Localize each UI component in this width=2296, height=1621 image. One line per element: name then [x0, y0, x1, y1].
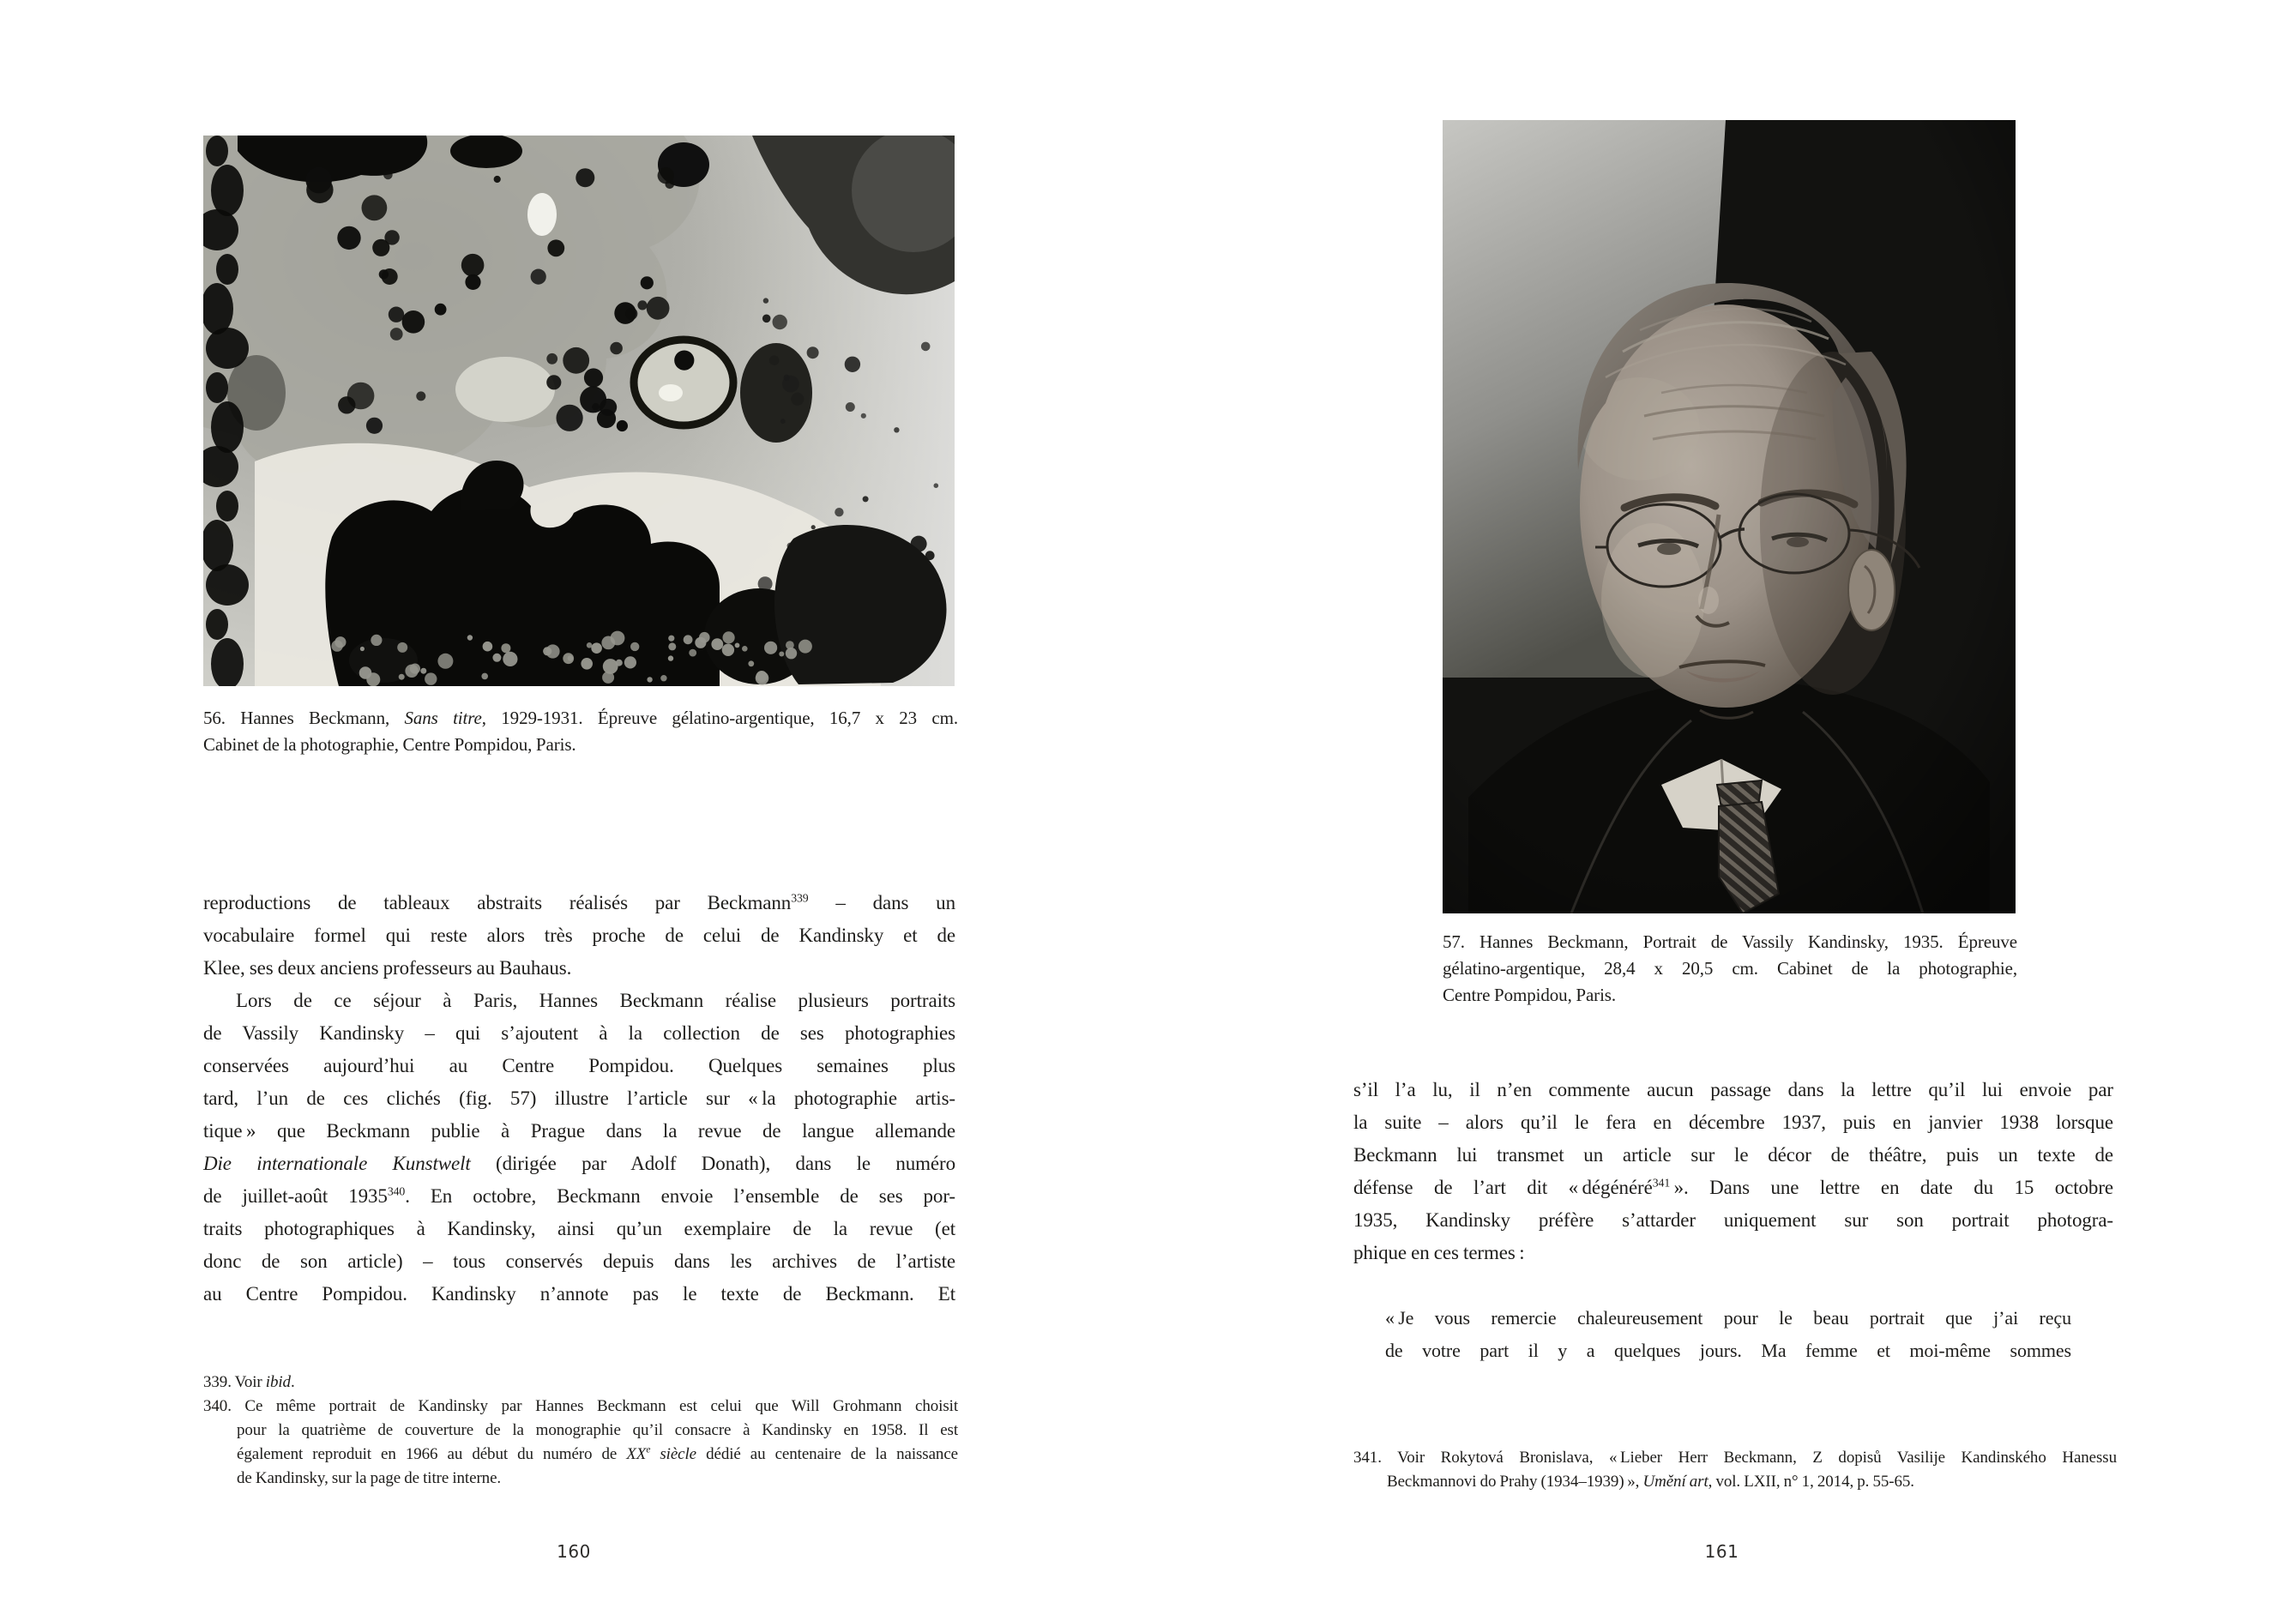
text-run: Beckmannovi do Prahy (1934–1939) », — [1387, 1473, 1643, 1491]
text-run: vocabulaire formel qui reste alors très proche de celui de Kandinsky et de — [203, 925, 955, 946]
text-line — [203, 1115, 955, 1148]
text-run: donc de son article) – tous conservés depuis dans les archives de l’artiste — [203, 1250, 955, 1272]
text-line — [1385, 1335, 2071, 1367]
text-line — [1353, 1204, 2113, 1237]
text-run: pour la quatrième de couverture de la monographie qu’il consacre à Kandinsky en 1958. Il est — [237, 1421, 958, 1439]
text-run: . — [290, 1373, 295, 1391]
text-run: la suite – alors qu’il le fera en décembre 1937, puis en janvier 1938 lorsque — [1353, 1112, 2113, 1133]
text-line — [1443, 982, 2017, 1009]
text-line — [1385, 1302, 2071, 1335]
photogram-blobs — [203, 136, 955, 686]
text-line — [1353, 1106, 2113, 1139]
text-run: ». Dans une lettre en date du 15 octobre — [1670, 1177, 2113, 1198]
text-run: s’il l’a lu, il n’en commente aucun passage dans la lettre qu’il lui envoie par — [1353, 1079, 2113, 1100]
text-run: 339. Voir — [203, 1373, 266, 1391]
text-line — [203, 919, 955, 952]
portrait-vignette — [1443, 120, 2016, 913]
left-body-text — [203, 887, 955, 1311]
text-run: – dans un — [808, 892, 955, 913]
text-run: défense de l’art dit « dégénéré — [1353, 1177, 1653, 1198]
text-line — [203, 1467, 958, 1491]
text-run: phique en ces termes : — [1353, 1242, 1525, 1263]
text-line — [203, 1443, 958, 1467]
text-run: de Vassily Kandinsky – qui s’ajoutent à la collection de ses photographies — [203, 1022, 955, 1044]
figure-57 — [1443, 120, 2016, 913]
text-run: e — [646, 1444, 651, 1455]
text-run: 56. Hannes Beckmann, — [203, 708, 405, 728]
text-run: Lors de ce séjour à Paris, Hannes Beckmann réalise plusieurs portraits — [236, 990, 955, 1011]
text-line — [203, 1180, 955, 1213]
text-line — [203, 1278, 955, 1311]
page-number-left: 160 — [557, 1541, 591, 1562]
figure-57-image — [1443, 120, 2016, 913]
text-line — [203, 1419, 958, 1443]
page-number-right: 161 — [1704, 1541, 1739, 1562]
text-run: Umění art — [1642, 1473, 1708, 1491]
text-line — [203, 1082, 955, 1115]
text-line — [203, 732, 958, 758]
text-line — [203, 1395, 958, 1419]
text-run: Sans titre — [404, 708, 482, 728]
text-line — [1353, 1074, 2113, 1106]
text-run: de Kandinsky, sur la page de titre interne. — [237, 1469, 502, 1487]
text-run: gélatino-argentique, 28,4 x 20,5 cm. Cabinet de la photographie, — [1443, 958, 2017, 979]
text-line — [203, 705, 958, 732]
text-line — [1353, 1237, 2113, 1269]
text-line — [203, 1148, 955, 1180]
text-line — [203, 952, 955, 985]
text-line — [203, 1213, 955, 1245]
text-line — [203, 887, 955, 919]
text-run: dédié au centenaire de la naissance — [696, 1445, 959, 1463]
text-run: Beckmann lui transmet un article sur le décor de théâtre, puis un texte de — [1353, 1144, 2113, 1166]
text-run: 1935, Kandinsky préfère s’attarder uniquement sur son portrait photogra- — [1353, 1209, 2113, 1231]
right-footnote — [1353, 1446, 2117, 1494]
text-run: 341 — [1652, 1176, 1671, 1190]
text-run: 57. Hannes Beckmann, Portrait de Vassily Kandinsky, 1935. Épreuve — [1443, 931, 2017, 952]
text-line — [203, 1050, 955, 1082]
text-run: , vol. LXII, n° 1, 2014, p. 55-65. — [1708, 1473, 1914, 1491]
text-run: traits photographiques à Kandinsky, ainsi qu’un exemplaire de la revue (et — [203, 1218, 955, 1239]
text-line — [1353, 1172, 2113, 1204]
kandinsky-letter-quote — [1385, 1302, 2071, 1367]
text-run: XX — [626, 1445, 647, 1463]
text-run: 340. Ce même portrait de Kandinsky par Hannes Beckmann est celui que Will Grohmann choisit — [203, 1397, 958, 1415]
text-run: . En octobre, Beckmann envoie l’ensemble de ses por- — [405, 1185, 955, 1207]
text-run: 340 — [387, 1184, 406, 1198]
text-line — [203, 1371, 958, 1395]
text-run: 341. Voir Rokytová Bronislava, « Lieber Herr Beckmann, Z dopisů Vasilije Kandinského Hanessu — [1353, 1449, 2117, 1467]
text-run: de juillet-août 1935 — [203, 1185, 388, 1207]
text-run: au Centre Pompidou. Kandinsky n’annote pas le texte de Beckmann. Et — [203, 1283, 955, 1305]
text-line — [1353, 1139, 2113, 1172]
text-run: Die internationale Kunstwelt — [203, 1153, 471, 1174]
text-line — [1443, 929, 2017, 955]
text-line — [203, 985, 955, 1017]
text-run: Cabinet de la photographie, Centre Pompidou, Paris. — [203, 734, 576, 755]
text-run: Centre Pompidou, Paris. — [1443, 985, 1617, 1005]
text-run: ibid — [265, 1373, 291, 1391]
figure-56-image — [203, 136, 955, 686]
text-run: reproductions de tableaux abstraits réalisés par Beckmann — [203, 892, 792, 913]
text-run: siècle — [650, 1445, 697, 1463]
text-line — [203, 1245, 955, 1278]
figure-57-caption — [1443, 929, 2017, 1009]
text-run: également reproduit en 1966 au début du numéro de — [237, 1445, 627, 1463]
text-line — [1353, 1470, 2117, 1494]
text-line — [1353, 1446, 2117, 1470]
figure-56 — [203, 136, 955, 686]
text-run: tique » que Beckmann publie à Prague dans la revue de langue allemande — [203, 1120, 955, 1142]
text-run: Klee, ses deux anciens professeurs au Bauhaus. — [203, 957, 572, 979]
text-run: 339 — [791, 891, 809, 905]
text-run: conservées aujourd’hui au Centre Pompidou. Quelques semaines plus — [203, 1055, 955, 1076]
text-run: tard, l’un de ces clichés (fig. 57) illustre l’article sur « la photographie artis- — [203, 1088, 955, 1109]
text-line — [203, 1017, 955, 1050]
right-body-text — [1353, 1074, 2113, 1269]
text-run: de votre part il y a quelques jours. Ma femme et moi-même sommes — [1385, 1340, 2071, 1361]
text-run: (dirigée par Adolf Donath), dans le numéro — [470, 1153, 955, 1174]
left-footnotes — [203, 1371, 958, 1491]
text-run: « Je vous remercie chaleureusement pour le beau portrait que j’ai reçu — [1385, 1307, 2071, 1329]
figure-56-caption — [203, 705, 958, 758]
text-run: , 1929-1931. Épreuve gélatino-argentique, 16,7 x 23 cm. — [481, 708, 959, 728]
text-line — [1443, 955, 2017, 982]
